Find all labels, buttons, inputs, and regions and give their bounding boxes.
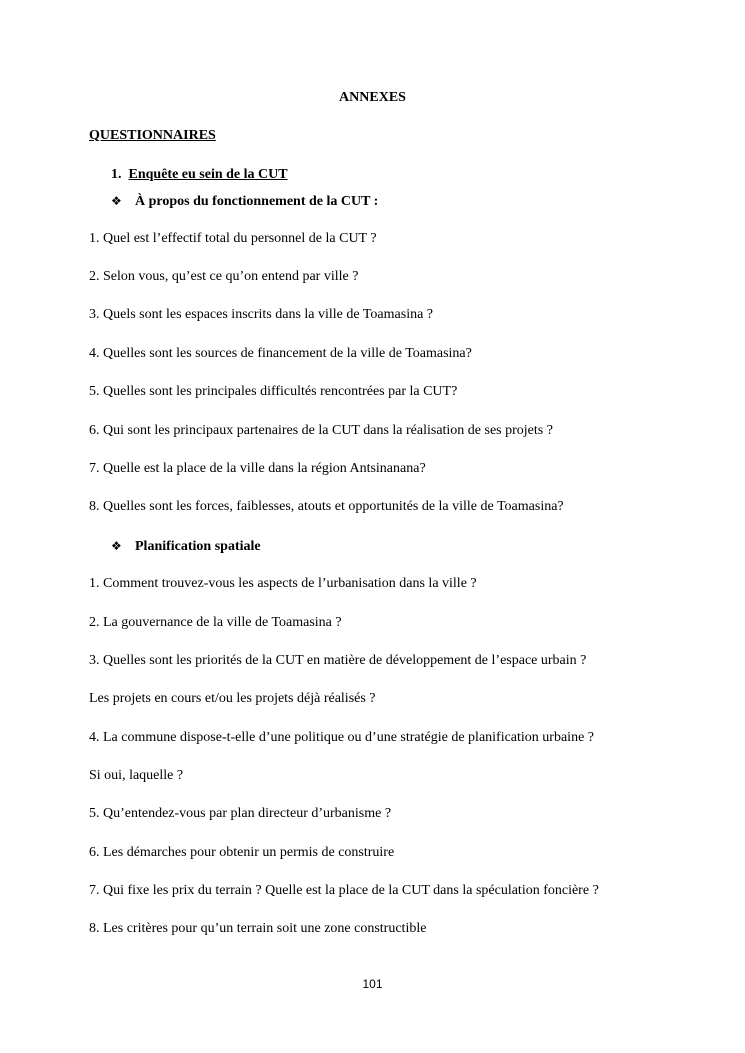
question-item: 7. Quelle est la place de la ville dans la région Antsinanana? xyxy=(89,461,426,476)
topic-label: Planification spatiale xyxy=(135,539,261,554)
page-number: 101 xyxy=(362,977,383,991)
question-item: Si oui, laquelle ? xyxy=(89,768,184,783)
page-title: ANNEXES xyxy=(339,90,406,105)
diamond-bullet-icon: ❖ xyxy=(111,194,122,208)
subsection-number: 1. xyxy=(111,167,122,182)
question-item: 4. Quelles sont les sources de financement de la ville de Toamasina? xyxy=(89,346,472,361)
question-item: 3. Quels sont les espaces inscrits dans la ville de Toamasina ? xyxy=(89,307,434,322)
subsection-label: Enquête eu sein de la CUT xyxy=(128,167,288,182)
topic-label: À propos du fonctionnement de la CUT : xyxy=(135,194,379,209)
topic-heading-planification xyxy=(111,537,261,556)
section-heading: QUESTIONNAIRES xyxy=(89,128,216,143)
question-item: 4. La commune dispose-t-elle d’une politique ou d’une stratégie de planification urbaine ? xyxy=(89,730,594,745)
question-item: 2. Selon vous, qu’est ce qu’on entend par ville ? xyxy=(89,269,359,284)
topic-heading-fonctionnement xyxy=(111,192,378,211)
subsection-heading xyxy=(111,166,288,184)
question-item: 8. Les critères pour qu’un terrain soit une zone constructible xyxy=(89,921,427,936)
question-item: 8. Quelles sont les forces, faiblesses, atouts et opportunités de la ville de Toamasina? xyxy=(89,499,564,514)
question-item: 1. Quel est l’effectif total du personnel de la CUT ? xyxy=(89,231,377,246)
question-item: 1. Comment trouvez-vous les aspects de l’urbanisation dans la ville ? xyxy=(89,576,477,591)
question-item: 6. Qui sont les principaux partenaires de la CUT dans la réalisation de ses projets ? xyxy=(89,423,553,438)
question-item: 2. La gouvernance de la ville de Toamasina ? xyxy=(89,615,342,630)
question-item: 6. Les démarches pour obtenir un permis de construire xyxy=(89,845,395,860)
question-item: 3. Quelles sont les priorités de la CUT en matière de développement de l’espace urbain ? xyxy=(89,653,587,668)
question-item: 5. Quelles sont les principales difficultés rencontrées par la CUT? xyxy=(89,384,458,399)
diamond-bullet-icon: ❖ xyxy=(111,539,122,553)
question-item: Les projets en cours et/ou les projets déjà réalisés ? xyxy=(89,691,376,706)
question-item: 7. Qui fixe les prix du terrain ? Quelle est la place de la CUT dans la spéculation foncière ? xyxy=(89,883,599,898)
question-item: 5. Qu’entendez-vous par plan directeur d’urbanisme ? xyxy=(89,806,392,821)
